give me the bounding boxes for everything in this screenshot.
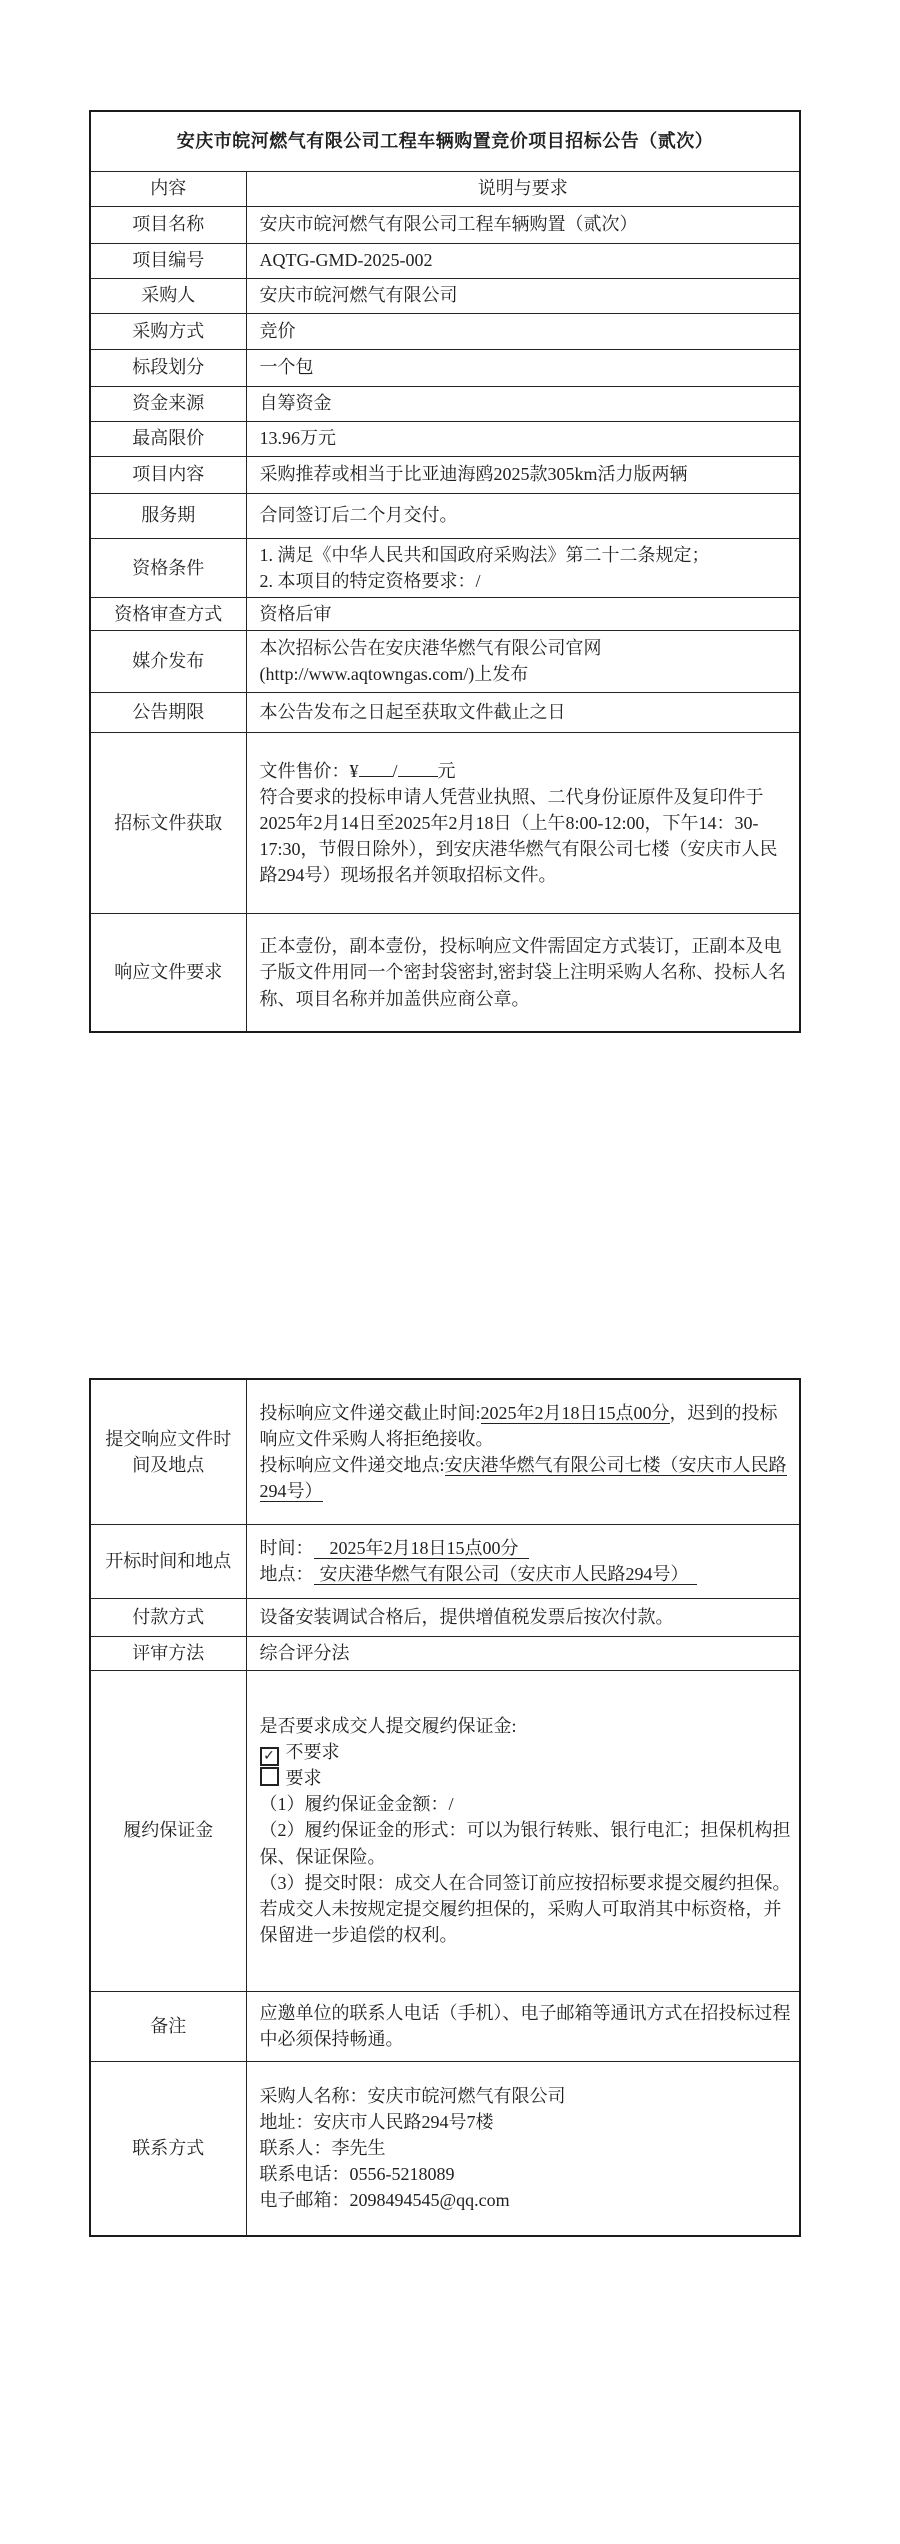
table-row: [90, 1670, 800, 1991]
row-value: 竞价: [246, 313, 800, 349]
row-value: AQTG-GMD-2025-002: [246, 243, 800, 278]
table-row: [90, 597, 800, 630]
row-label: 标段划分: [90, 349, 246, 386]
table-row: [90, 278, 800, 313]
qualification-line-2: 2. 本项目的特定资格要求：/: [259, 570, 481, 591]
row-value: 资格后审: [246, 597, 800, 630]
row-value: 安庆市皖河燃气有限公司: [246, 278, 800, 313]
tender-announcement-table: [89, 110, 801, 1033]
contact-phone-line: 联系电话：0556-5218089: [259, 2164, 455, 2185]
row-label: 付款方式: [90, 1598, 246, 1636]
page-title: 安庆市皖河燃气有限公司工程车辆购置竞价项目招标公告（贰次）: [90, 111, 800, 171]
table-row: [90, 456, 800, 493]
row-value: 本公告发布之日起至获取文件截止之日: [246, 692, 800, 732]
row-label: 项目名称: [90, 206, 246, 243]
opening-place-underlined: 安庆港华燃气有限公司（安庆市人民路294号）: [314, 1564, 697, 1585]
table-row: [90, 349, 800, 386]
row-label: 项目内容: [90, 456, 246, 493]
table-title-row: [90, 111, 800, 171]
row-value: 安庆市皖河燃气有限公司工程车辆购置（贰次）: [246, 206, 800, 243]
table-row: [90, 1991, 800, 2061]
table-row: [90, 493, 800, 538]
submit-deadline-line: 投标响应文件递交截止时间:2025年2月18日15点00分，迟到的投标响应文件采购人将拒绝接收。: [259, 1402, 778, 1449]
table-row: [90, 1379, 800, 1524]
row-value: [246, 630, 800, 692]
row-label: 开标时间和地点: [90, 1524, 246, 1598]
bond-item-3: （3）提交时限：成交人在合同签订前应按招标要求提交履约担保。若成交人未按规定提交履约担保的，采购人可取消其中标资格，并保留进一步追偿的权利。: [259, 1872, 791, 1945]
bond-question: 是否要求成交人提交履约保证金:: [259, 1716, 517, 1737]
checkbox-unchecked-icon: [260, 1767, 279, 1786]
blank-underline: [359, 760, 393, 777]
row-value: [246, 2061, 800, 2236]
row-value: 合同签订后二个月交付。: [246, 493, 800, 538]
row-label: 联系方式: [90, 2061, 246, 2236]
contact-person-line: 联系人：李先生: [259, 2138, 386, 2159]
bond-option-checked: ✓ 不要求: [260, 1739, 792, 1765]
table-row: [90, 386, 800, 421]
row-label: 资格审查方式: [90, 597, 246, 630]
table-row: [90, 732, 800, 913]
row-label: 履约保证金: [90, 1670, 246, 1991]
row-value: [246, 1379, 800, 1524]
row-value: 设备安装调试合格后，提供增值税发票后按次付款。: [246, 1598, 800, 1636]
row-label: 最高限价: [90, 421, 246, 456]
media-line-1: 本次招标公告在安庆港华燃气有限公司官网: [259, 638, 602, 659]
table-header-row: [90, 171, 800, 206]
row-value: [246, 1670, 800, 1991]
submit-place-line: 投标响应文件递交地点:安庆港华燃气有限公司七楼（安庆市人民路294号）: [259, 1454, 787, 1501]
bond-item-2: （2）履约保证金的形式：可以为银行转账、银行电汇；担保机构担保、保证保险。: [259, 1820, 791, 1867]
table-row: [90, 206, 800, 243]
document-obtain-body: 符合要求的投标申请人凭营业执照、二代身份证原件及复印件于2025年2月14日至2025年2月18日（上午8:00-12:00，下午14：30-17:30，节假日除外），到安庆港华燃气有限公司七楼（安庆市人民路294号）现场报名并领取招标文件。: [259, 786, 778, 885]
table-row: [90, 421, 800, 456]
table-row: [90, 2061, 800, 2236]
table-row: [90, 538, 800, 597]
table-row: [90, 1636, 800, 1670]
document-price-line: 文件售价：¥ / 元: [259, 760, 456, 781]
row-label: 采购方式: [90, 313, 246, 349]
row-label: 招标文件获取: [90, 732, 246, 913]
opening-place-line: 地点： 安庆港华燃气有限公司（安庆市人民路294号）: [260, 1561, 792, 1587]
row-value: [246, 538, 800, 597]
table-row: [90, 692, 800, 732]
row-label: 采购人: [90, 278, 246, 313]
media-line-2: (http://www.aqtowngas.com/)上发布: [259, 664, 529, 685]
qualification-line-1: 1. 满足《中华人民共和国政府采购法》第二十二条规定；: [259, 544, 710, 565]
row-value: 13.96万元: [246, 421, 800, 456]
table-row: [90, 630, 800, 692]
row-value: 正本壹份，副本壹份，投标响应文件需固定方式装订，正副本及电子版文件用同一个密封袋密封,密封袋上注明采购人名称、投标人名称、项目名称并加盖供应商公章。: [246, 913, 800, 1032]
header-value-cell: 说明与要求: [246, 171, 800, 206]
row-value: 应邀单位的联系人电话（手机）、电子邮箱等通讯方式在招投标过程中必须保持畅通。: [246, 1991, 800, 2061]
row-label: 评审方法: [90, 1636, 246, 1670]
row-value: 综合评分法: [246, 1636, 800, 1670]
opening-time-line: 时间： 2025年2月18日15点00分: [260, 1535, 792, 1561]
header-label-cell: 内容: [90, 171, 246, 206]
bond-item-1: （1）履约保证金金额：/: [259, 1794, 454, 1815]
row-label: 服务期: [90, 493, 246, 538]
row-label: 资金来源: [90, 386, 246, 421]
row-label: 公告期限: [90, 692, 246, 732]
bond-option-unchecked: 要求: [260, 1765, 792, 1791]
row-label: 提交响应文件时间及地点: [90, 1379, 246, 1524]
deadline-underlined: 2025年2月18日15点00分: [480, 1402, 670, 1423]
contact-address-line: 地址：安庆市人民路294号7楼: [259, 2112, 494, 2133]
row-label: 媒介发布: [90, 630, 246, 692]
row-label: 备注: [90, 1991, 246, 2061]
row-value: [246, 732, 800, 913]
blank-underline: [398, 760, 438, 777]
place-underlined: 安庆港华燃气有限公司七楼（安庆市人民路294号）: [259, 1454, 787, 1501]
tender-detail-table: [89, 1378, 801, 2237]
row-value: 采购推荐或相当于比亚迪海鸥2025款305km活力版两辆: [246, 456, 800, 493]
contact-purchaser-line: 采购人名称：安庆市皖河燃气有限公司: [259, 2086, 566, 2107]
table-row: [90, 1598, 800, 1636]
row-value: 一个包: [246, 349, 800, 386]
table-row: [90, 1524, 800, 1598]
row-value: [246, 1524, 800, 1598]
table-row: [90, 313, 800, 349]
checkbox-checked-icon: ✓: [260, 1747, 279, 1766]
row-label: 项目编号: [90, 243, 246, 278]
opening-time-underlined: 2025年2月18日15点00分: [314, 1538, 529, 1559]
table-row: [90, 913, 800, 1032]
row-value: 自筹资金: [246, 386, 800, 421]
row-label: 资格条件: [90, 538, 246, 597]
contact-email-line: 电子邮箱：2098494545@qq.com: [259, 2190, 510, 2211]
table-row: [90, 243, 800, 278]
row-label: 响应文件要求: [90, 913, 246, 1032]
